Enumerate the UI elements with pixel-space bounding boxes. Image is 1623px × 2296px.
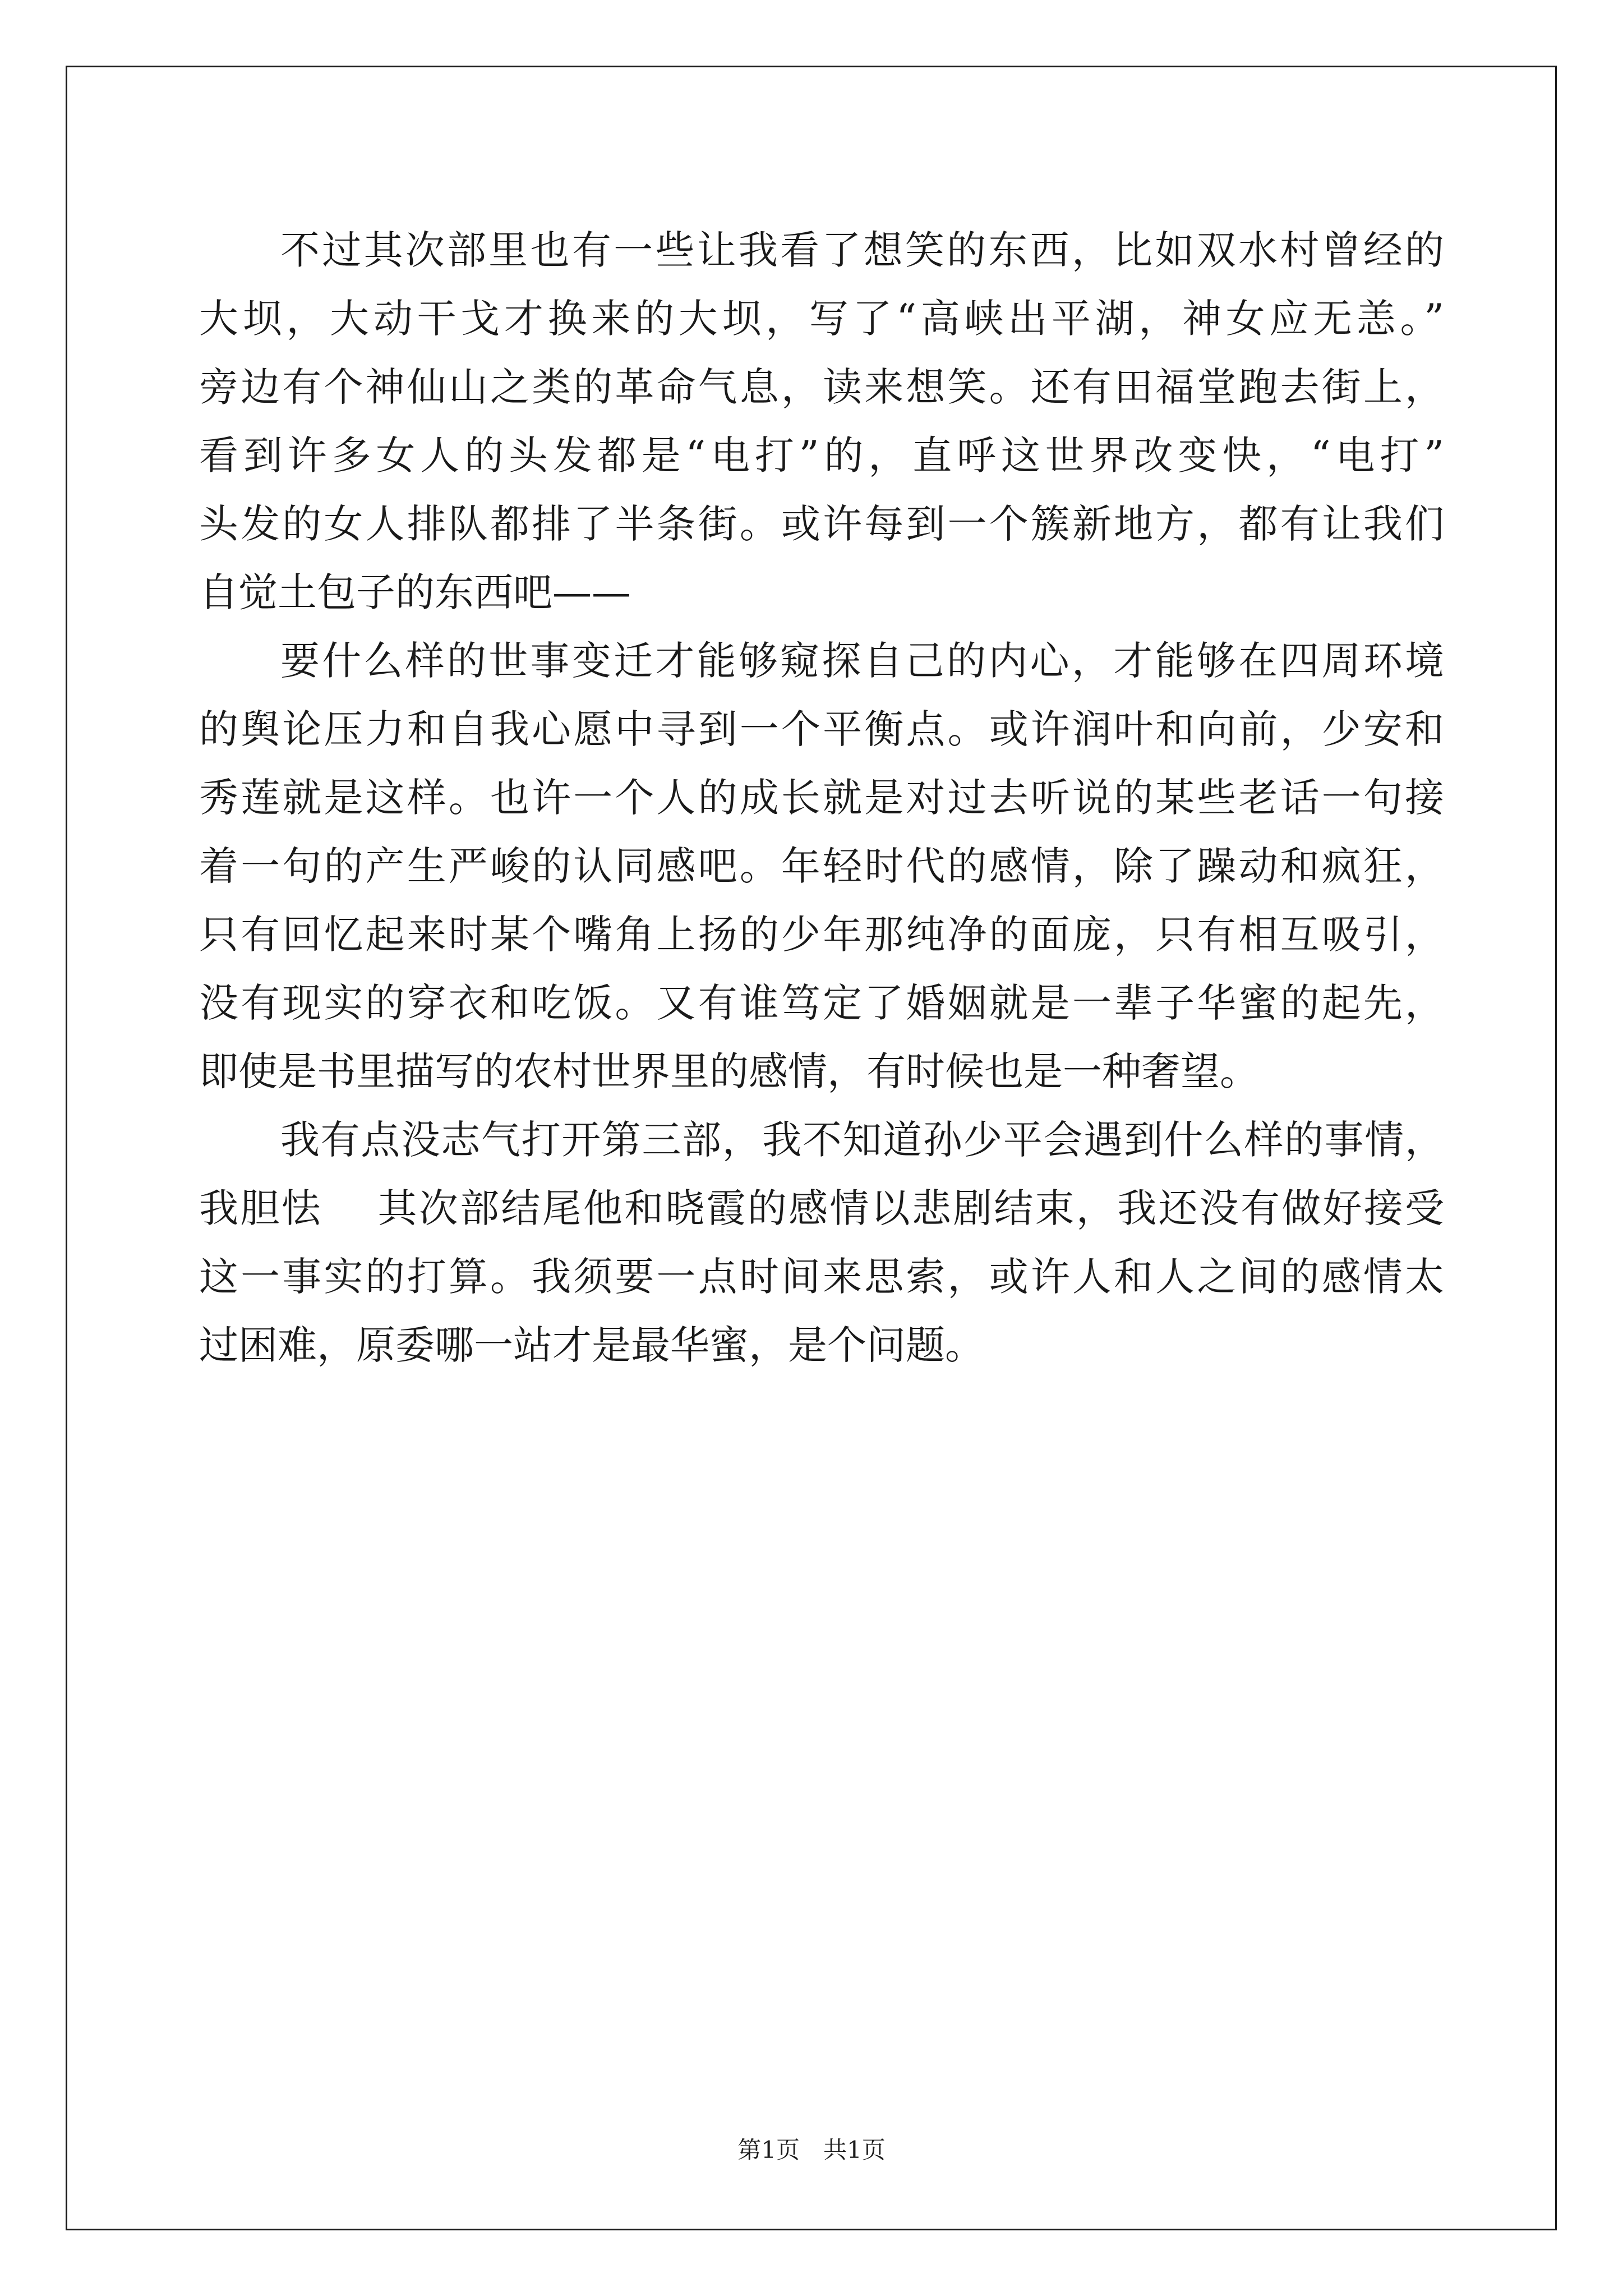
- text-line: 即使是书里描写的农村世界里的感情，有时候也是一种奢望。: [199, 1048, 1259, 1094]
- text-line: 秀莲就是这样。也许一个人的成长就是对过去听说的某些老话一句接: [199, 775, 1444, 821]
- text-line: 看到许多女人的头发都是“电打”的，直呼这世界改变快，“电打”: [199, 432, 1444, 478]
- text-line: 不过其次部里也有一些让我看了想笑的东西，比如双水村曾经的: [280, 227, 1444, 273]
- text-line: 这一事实的打算。我须要一点时间来思索，或许人和人之间的感情太: [199, 1254, 1444, 1300]
- text-line: 只有回忆起来时某个嘴角上扬的少年那纯净的面庞，只有相互吸引，: [199, 912, 1444, 958]
- text-line: 要什么样的世事变迁才能够窥探自己的内心，才能够在四周环境: [280, 638, 1444, 684]
- page-footer: 第1页 共1页: [737, 2136, 886, 2164]
- text-line: 我有点没志气打开第三部，我不知道孙少平会遇到什么样的事情，: [280, 1117, 1444, 1163]
- text-line: 着一句的产生严峻的认同感吧。年轻时代的感情，除了躁动和疯狂，: [199, 843, 1444, 889]
- text-line: 的舆论压力和自我心愿中寻到一个平衡点。或许润叶和向前，少安和: [199, 706, 1444, 752]
- text-line: 旁边有个神仙山之类的革命气息，读来想笑。还有田福堂跑去街上，: [199, 364, 1444, 410]
- text-line: 大坝，大动干戈才换来的大坝，写了“高峡出平湖，神女应无恙。”: [199, 296, 1444, 342]
- text-line: 我胆怯 其次部结尾他和晓霞的感情以悲剧结束，我还没有做好接受: [199, 1185, 1444, 1231]
- text-line: 没有现实的穿衣和吃饭。又有谁笃定了婚姻就是一辈子华蜜的起先，: [199, 980, 1444, 1026]
- text-line: 过困难，原委哪一站才是最华蜜，是个问题。: [199, 1322, 984, 1368]
- text-line: 头发的女人排队都排了半条街。或许每到一个簇新地方，都有让我们: [199, 501, 1444, 547]
- text-line: 自觉土包子的东西吧——: [199, 569, 631, 615]
